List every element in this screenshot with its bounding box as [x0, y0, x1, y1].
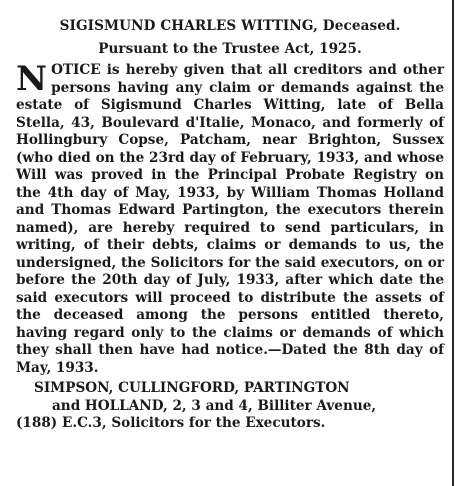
- firm-reference-number: (188): [16, 415, 58, 431]
- solicitors-signature: [16, 380, 444, 433]
- notice-subtitle: Pursuant to the Trustee Act, 1925.: [98, 40, 362, 57]
- firm-address-line: E.C.3, Solicitors for the Executors.: [61, 415, 326, 431]
- firm-name-line2: and HOLLAND, 2, 3 and 4, Billiter Avenue,: [52, 397, 377, 414]
- column-rule: [452, 0, 454, 486]
- drop-cap-letter: N: [16, 59, 48, 99]
- firm-name-line1: SIMPSON, CULLINGFORD, PARTINGTON: [34, 380, 350, 396]
- notice-body-paragraph: [16, 59, 444, 377]
- notice-title: SIGISMUND CHARLES WITTING, Deceased.: [59, 18, 401, 34]
- notice-body-text: OTICE is hereby given that all creditors and other persons having any claim or demands against the estate of Sigismund Charles Witting, late of Bella Stella, 43, Boulevard d'Italie, Monaco, and formerly of Hollingbury Copse, Patcham, near Brighton, Sussex (who died on the 23rd day of February, 1933, and whose Will was proved in the Principal Probate Registry on the 4th day of May, 1933, by William Thomas Holland and Thomas Edward Partington, the executors therein named), are hereby required to send particulars, in writing, of their debts, claims or demands to us, the undersigned, the Solicitors for the said executors, on or before the 20th day of July, 1933, after which date the said executors will proceed to distribute the assets of the deceased among the persons entitled thereto, having regard only to the claims or demands of which they shall then have had notice.—Dated the 8th day of May, 1933.: [16, 62, 444, 376]
